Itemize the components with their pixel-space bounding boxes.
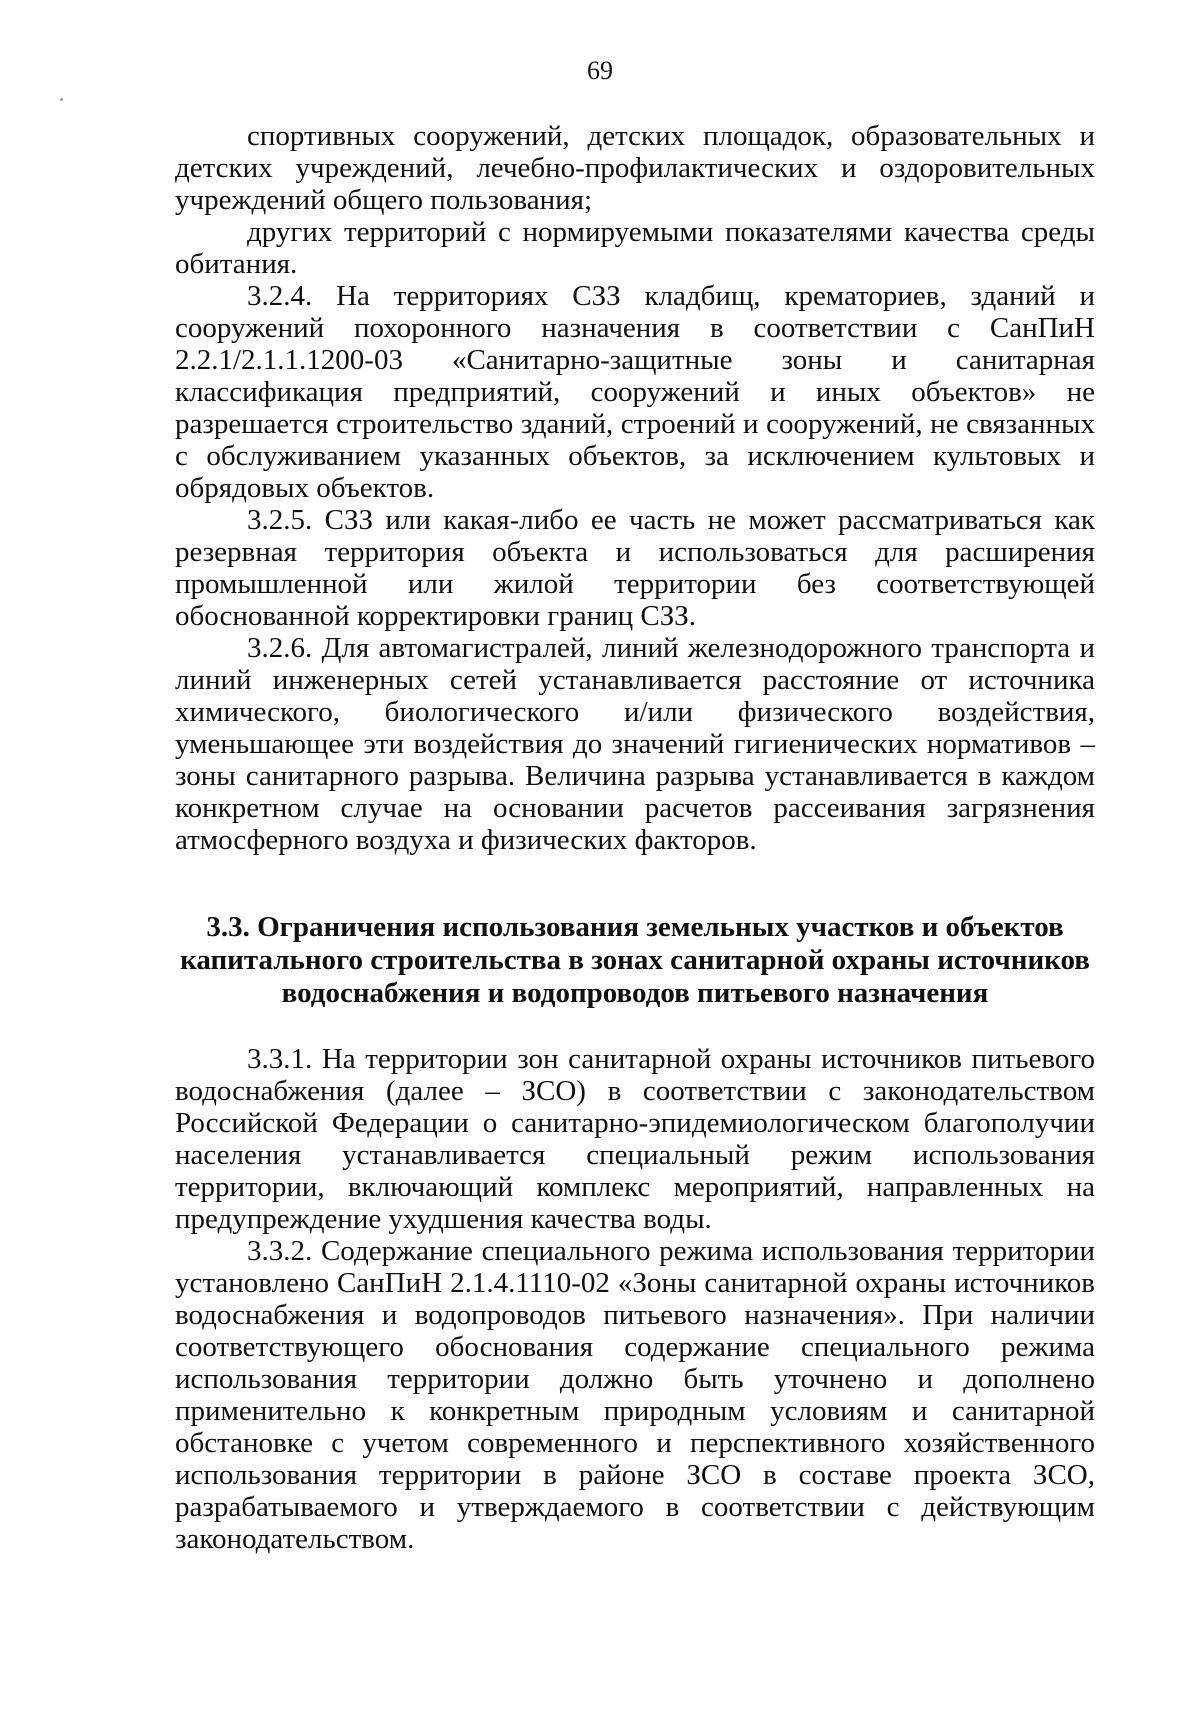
paragraph-3-2-5: 3.2.5. СЗЗ или какая-либо ее часть не может рассматриваться как резервная территория объекта и использоваться для расширения промышленной или жилой территории без соответствующей обоснованной корректировки границ СЗЗ. [175, 504, 1095, 632]
heading-line-2: капитального строительства в зонах санитарной охраны источников [180, 944, 1090, 976]
page-number: 69 [587, 56, 613, 85]
paragraph-3-3-2: 3.3.2. Содержание специального режима использования территории установлено СанПиН 2.1.4.1110-02 «Зоны санитарной охраны источников водоснабжения и водопроводов питьевого назначения». При наличии соответствующего обоснования содержание специального режима использования территории должно быть уточнено и дополнено применительно к конкретным природным условиям и санитарной обстановке с учетом современного и перспективного хозяйственного использования территории в районе ЗСО в составе проекта ЗСО, разрабатываемого и утверждаемого в соответствии с действующим законодательством. [175, 1235, 1095, 1555]
heading-line-3: водоснабжения и водопроводов питьевого назначения [281, 977, 989, 1009]
section-3-3-text [175, 1043, 1095, 1555]
section-3-3-heading [175, 911, 1095, 1010]
paragraph-3-2-6: 3.2.6. Для автомагистралей, линий железнодорожного транспорта и линий инженерных сетей устанавливается расстояние от источника химического, биологического и/или физического воздействия, уменьшающее эти воздействия до значений гигиенических нормативов – зоны санитарного разрыва. Величина разрыва устанавливается в каждом конкретном случае на основании расчетов рассеивания загрязнения атмосферного воздуха и физических факторов. [175, 632, 1095, 856]
paragraph-3-3-1: 3.3.1. На территории зон санитарной охраны источников питьевого водоснабжения (далее – ЗСО) в соответствии с законодательством Российской Федерации о санитарно-эпидемиологическом благополучии населения устанавливается специальный режим использования территории, включающий комплекс мероприятий, направленных на предупреждение ухудшения качества воды. [175, 1043, 1095, 1235]
paragraph-continuation: спортивных сооружений, детских площадок, образовательных и детских учреждений, лечебно-профилактических и оздоровительных учреждений общего пользования; [175, 120, 1095, 216]
section-3-2-text [175, 120, 1095, 856]
scan-dot [60, 98, 63, 101]
heading-line-1: 3.3. Ограничения использования земельных участков и объектов [206, 911, 1064, 943]
paragraph-other-territories: других территорий с нормируемыми показателями качества среды обитания. [175, 216, 1095, 280]
paragraph-3-2-4: 3.2.4. На территориях СЗЗ кладбищ, крематориев, зданий и сооружений похоронного назначения в соответствии с СанПиН 2.2.1/2.1.1.1200-03 «Санитарно-защитные зоны и санитарная классификация предприятий, сооружений и иных объектов» не разрешается строительство зданий, строений и сооружений, не связанных с обслуживанием указанных объектов, за исключением культовых и обрядовых объектов. [175, 280, 1095, 504]
